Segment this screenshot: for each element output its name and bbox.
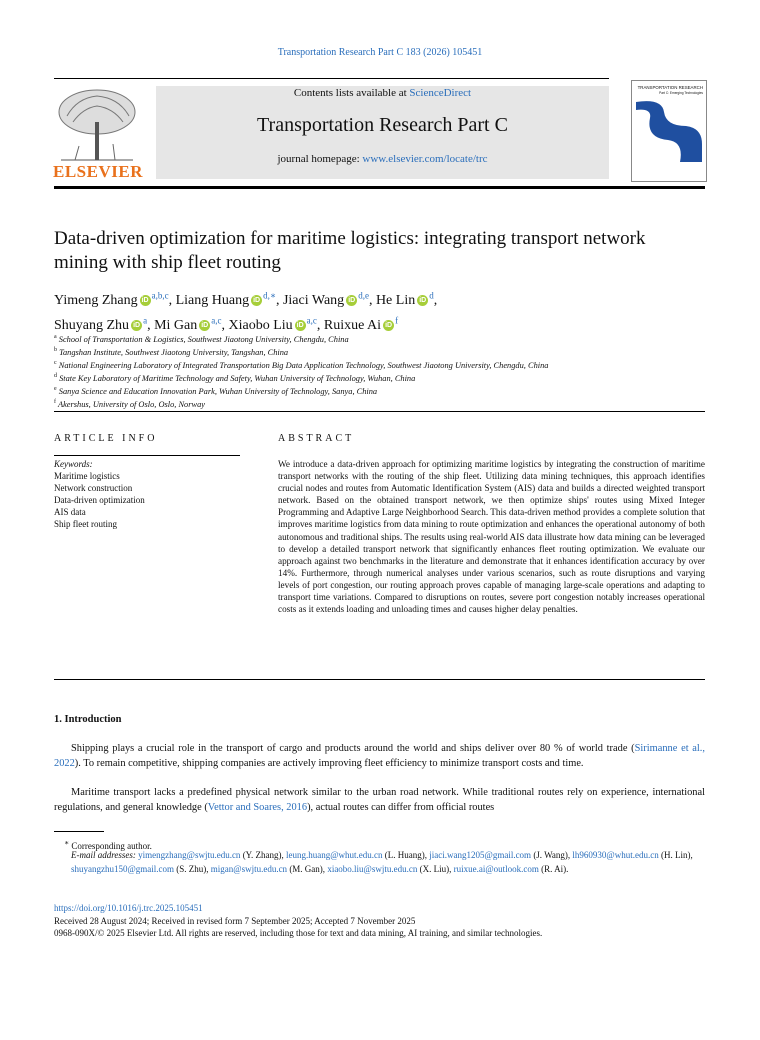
email-link[interactable]: shuyangzhu150@gmail.com bbox=[71, 863, 175, 874]
email-addresses: E-mail addresses: yimengzhang@swjtu.edu.cn (Y. Zhang), leung.huang@whut.edu.cn (L. Huang), jiaci.wang1205@gmail.com (J. Wang), lh960930@whut.edu.cn (H. Lin), shuyangzhu150@gmail.com (S. Zhu), migan@swjtu.edu.cn (M. Gan), xiaobo.liu@swjtu.edu.cn (X. Liu), ruixue.ai@outlook.com (R. Ai). bbox=[71, 850, 693, 874]
email-link[interactable]: ruixue.ai@outlook.com bbox=[453, 863, 539, 874]
journal-title: Transportation Research Part C bbox=[257, 114, 508, 136]
affiliation: $^a$ School of Transportation & Logistics, Southwest Jiaotong University, Chengdu, China bbox=[54, 334, 349, 344]
author[interactable]: Mi Gan iD$^{a,c}$, bbox=[154, 315, 225, 334]
orcid-icon[interactable]: iD bbox=[296, 322, 304, 330]
contents-line: Contents lists available at ScienceDirect bbox=[293, 87, 472, 99]
keywords-label: Keywords: bbox=[54, 459, 93, 469]
affiliation: $^c$ National Engineering Laboratory of Integrated Transportation Big Data Application Technology, Southwest Jiaotong University, Chengdu, China bbox=[54, 360, 549, 370]
sciencedirect-link[interactable]: ScienceDirect bbox=[409, 87, 472, 99]
intro-paragraph-2: Maritime transport lacks a predefined physical network similar to the urban road network. While traditional routes rely on experience, international regulations, and general knowledge (Vettor and Soares, 2016), actual routes can differ from official routes bbox=[54, 787, 705, 813]
article-history: Received 28 August 2024; Received in revised form 7 September 2025; Accepted 7 November 2025 bbox=[54, 915, 416, 926]
author[interactable]: Liang Huang iD$^{d,∗}$, bbox=[175, 290, 280, 308]
affiliation-rule bbox=[54, 411, 705, 412]
orcid-icon[interactable]: iD bbox=[201, 322, 209, 330]
keywords-block bbox=[54, 458, 244, 531]
article-info-heading: ARTICLE INFO bbox=[54, 433, 158, 444]
abstract-heading: ABSTRACT bbox=[278, 433, 355, 444]
publisher-wordmark: ELSEVIER bbox=[53, 162, 143, 181]
citation-link[interactable]: Vettor and Soares, 2016 bbox=[207, 801, 308, 813]
masthead-rule bbox=[54, 186, 705, 189]
author-list bbox=[54, 285, 694, 336]
author[interactable]: Jiaci Wang iD$^{d,e}$, bbox=[282, 290, 373, 308]
affiliation: $^b$ Tangshan Institute, Southwest Jiaotong University, Tangshan, China bbox=[54, 347, 289, 357]
author[interactable]: Shuyang Zhu iD$^a$, bbox=[54, 315, 151, 334]
intro-paragraph-1: Shipping plays a crucial role in the transport of cargo and products around the world and ships deliver over 80 % of world trade (Sirimanne et al., 2022). To remain competitive, shipping companies are actively improving fleet efficiency to minimize transport costs and time. bbox=[54, 743, 705, 769]
journal-masthead bbox=[156, 86, 609, 179]
abstract-rule bbox=[54, 679, 705, 680]
journal-cover-thumbnail[interactable] bbox=[631, 80, 707, 182]
cover-part: Part C: Emerging Technologies bbox=[659, 91, 703, 95]
keyword: Ship fleet routing bbox=[54, 519, 117, 530]
header-rule bbox=[54, 78, 609, 79]
journal-homepage: journal homepage: www.elsevier.com/locate/trc bbox=[277, 153, 488, 165]
journal-reference-link[interactable]: Transportation Research Part C 183 (2026) 105451 bbox=[277, 47, 483, 58]
cover-graphic bbox=[632, 96, 706, 166]
abstract-text: We introduce a data-driven approach for optimizing maritime logistics by integrating the construction of maritime transport networks with the routing of the ship fleet. Utilizing data mining techniques, this approach identifies crucial nodes and routes from Automatic Identification System (AIS) data and builds a directed weighted transport network. Based on the obtained transport network, we then optimize ships' routes using Mixed Integer Programming and Adaptive Large Neighborhood Search. This data-driven method provides a complete solution that improves maritime logistics from data mining to route optimization and enhances the operational autonomy of both autonomous and traditional ships. The results using real-world AIS data illustrate how data mining can be leveraged to develop a detailed transport network that significantly enhances fleet routing optimization. We evaluate our approach against two benchmarks in the literature and demonstrate that it enhances identification accuracy by over 14%. Furthermore, through numerical analyses under various scenarios, such as route disruptions and varying levels of port congestion, our routing approach proves capable of managing large-scale operations and adapting to transport time variations. Compared to disruptions on routes, severe port congestion notably increases operational costs as it extends loading and unloading times and causes higher delay penalties. bbox=[278, 459, 705, 615]
affiliation: $^d$ State Key Laboratory of Maritime Technology and Safety, Wuhan University of Technology, Wuhan, China bbox=[54, 373, 416, 384]
doi-link[interactable]: https://doi.org/10.1016/j.trc.2025.105451 bbox=[54, 903, 203, 913]
homepage-link[interactable]: www.elsevier.com/locate/trc bbox=[362, 153, 488, 165]
orcid-icon[interactable]: iD bbox=[141, 296, 149, 304]
email-link[interactable]: migan@swjtu.edu.cn bbox=[210, 863, 288, 874]
orcid-icon[interactable]: iD bbox=[253, 296, 261, 304]
introduction-heading: 1. Introduction bbox=[54, 714, 122, 725]
orcid-icon[interactable]: iD bbox=[348, 296, 356, 304]
affiliation: $^e$ Sanya Science and Education Innovation Park, Wuhan University of Technology, Sanya, China bbox=[54, 386, 378, 397]
orcid-icon[interactable]: iD bbox=[419, 296, 427, 304]
publication-info bbox=[54, 902, 705, 940]
orcid-icon[interactable]: iD bbox=[133, 322, 141, 330]
keyword: Data-driven optimization bbox=[54, 495, 145, 506]
keyword: Maritime logistics bbox=[54, 471, 120, 482]
article-title: Data-driven optimization for maritime logistics: integrating transport network mining with ship fleet routing bbox=[54, 228, 646, 273]
cover-title: TRANSPORTATION RESEARCH bbox=[637, 85, 703, 90]
keyword: AIS data bbox=[54, 507, 86, 518]
footnote-rule bbox=[54, 831, 104, 832]
affiliation-list bbox=[54, 332, 694, 411]
citation-link[interactable]: Sirimanne et al., 2022 bbox=[54, 743, 705, 769]
email-link[interactable]: leung.huang@whut.edu.cn bbox=[286, 850, 383, 860]
author[interactable]: He Lin iD$^d$, bbox=[375, 290, 438, 308]
author[interactable]: Xiaobo Liu iD$^{a,c}$, bbox=[228, 315, 321, 334]
copyright-notice: 0968-090X/© 2025 Elsevier Ltd. All rights are reserved, including those for text and data mining, AI training, and similar technologies. bbox=[54, 928, 543, 939]
orcid-icon[interactable]: iD bbox=[385, 322, 393, 330]
affiliation: $^f$ Akershus, University of Oslo, Oslo, Norway bbox=[54, 399, 205, 410]
journal-reference[interactable] bbox=[0, 47, 760, 58]
email-link[interactable]: lh960930@whut.edu.cn bbox=[572, 850, 659, 860]
email-link[interactable]: xiaobo.liu@swjtu.edu.cn bbox=[327, 863, 418, 874]
author[interactable]: Ruixue Ai iD$^f$ bbox=[323, 315, 399, 334]
author[interactable]: Yimeng Zhang iD$^{a,b,c}$, bbox=[54, 290, 173, 308]
keyword: Network construction bbox=[54, 483, 133, 494]
email-link[interactable]: yimengzhang@swjtu.edu.cn bbox=[138, 850, 241, 860]
email-link[interactable]: jiaci.wang1205@gmail.com bbox=[429, 850, 532, 860]
corresponding-author-note: ∗ Corresponding author. bbox=[64, 838, 152, 851]
keywords-rule bbox=[54, 455, 240, 456]
